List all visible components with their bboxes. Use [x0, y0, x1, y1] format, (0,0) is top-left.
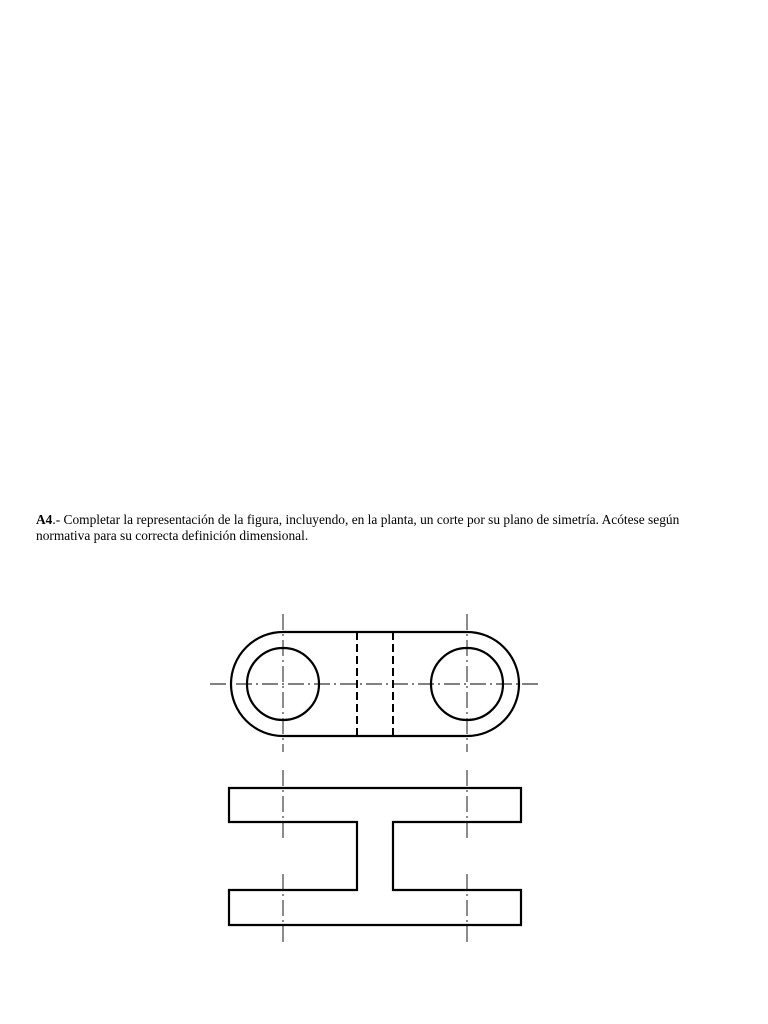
front-view — [229, 770, 521, 942]
plan-hole-right — [431, 648, 503, 720]
exercise-label: A4 — [36, 512, 53, 527]
plan-view — [210, 614, 540, 752]
exercise-text: Completar la representación de la figura, incluyendo, en la planta, un corte por su plano de simetría. Acótese según normativa para su correcta definición dimensional. — [36, 512, 680, 543]
exercise-separator: .- — [52, 512, 61, 527]
front-outline — [229, 788, 521, 925]
